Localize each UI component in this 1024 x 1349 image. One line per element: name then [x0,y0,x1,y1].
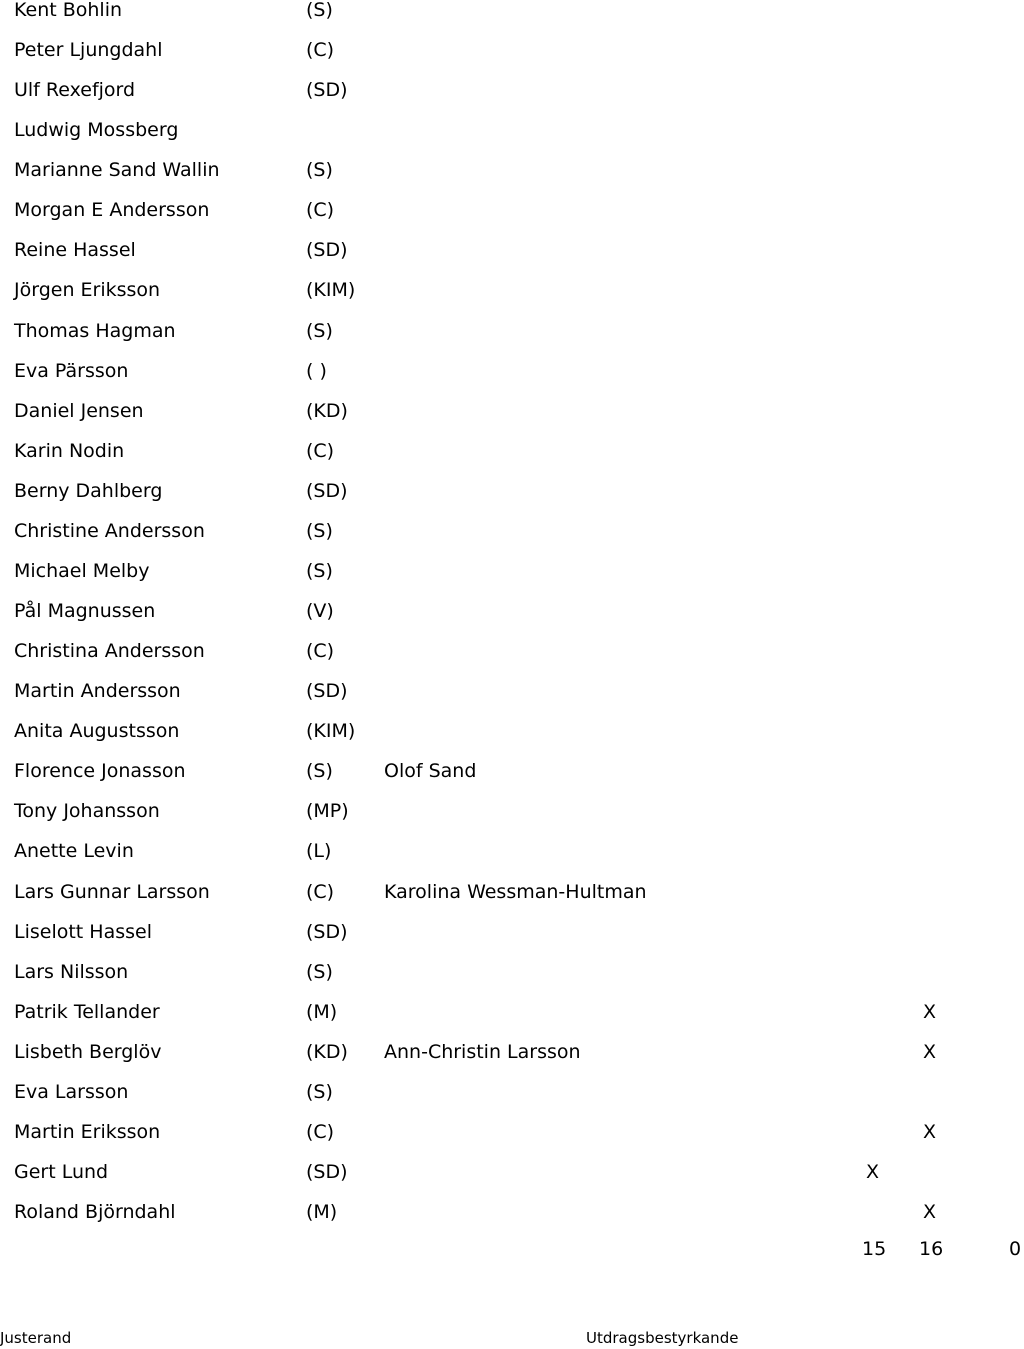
member-row [0,1037,1024,1067]
member-row [0,396,1024,426]
member-row [0,0,1024,25]
member-replacement: Karolina Wessman-Hultman [384,880,647,903]
member-party: (S) [306,159,333,182]
member-row [0,917,1024,947]
member-name: Christina Andersson [14,640,205,663]
member-row [0,1077,1024,1107]
member-name: Gert Lund [14,1161,109,1184]
member-row [0,636,1024,666]
member-party: (L) [306,840,332,863]
member-replacement: Olof Sand [384,760,477,783]
member-row [0,235,1024,265]
member-party: (SD) [306,239,348,262]
member-party: (C) [306,199,335,222]
member-name: Tony Johansson [14,800,160,823]
member-party: (C) [306,640,335,663]
member-party: (S) [306,519,333,542]
member-party: (SD) [306,680,348,703]
member-name: Peter Ljungdahl [14,39,163,62]
member-party: (C) [306,39,335,62]
member-row [0,836,1024,866]
member-party: (S) [306,760,333,783]
member-name: Lars Gunnar Larsson [14,880,210,903]
member-name: Anita Augustsson [14,720,180,743]
member-party: (KD) [306,1040,348,1063]
member-row [0,75,1024,105]
member-party: (S) [306,319,333,342]
member-row [0,115,1024,145]
member-party: (MP) [306,800,349,823]
member-name: Eva Pärsson [14,359,129,382]
member-party: (S) [306,0,333,21]
member-name: Martin Eriksson [14,1120,161,1143]
member-name: Thomas Hagman [14,319,176,342]
member-party: (M) [306,1000,338,1023]
member-party: (M) [306,1201,338,1224]
member-row [0,35,1024,65]
member-row [0,476,1024,506]
member-party: (S) [306,960,333,983]
member-row [0,676,1024,706]
member-name: Berny Dahlberg [14,479,163,502]
member-row [0,556,1024,586]
vote-totals-row [0,1234,1024,1264]
member-party: (SD) [306,79,348,102]
member-name: Daniel Jensen [14,399,144,422]
vote-ja-mark: X [866,1161,880,1184]
member-name: Ludwig Mossberg [14,119,179,142]
member-row [0,756,1024,786]
vote-nej-mark: X [923,1040,937,1063]
member-row [0,877,1024,907]
member-party: (C) [306,1120,335,1143]
member-party: (S) [306,1080,333,1103]
member-row [0,957,1024,987]
member-party: (C) [306,880,335,903]
member-row [0,155,1024,185]
member-name: Kent Bohlin [14,0,123,21]
member-name: Ulf Rexefjord [14,79,136,102]
total-avstar: 0 [1009,1238,1022,1260]
member-name: Reine Hassel [14,239,136,262]
member-name: Christine Andersson [14,519,205,542]
member-name: Patrik Tellander [14,1000,160,1023]
member-row [0,1197,1024,1227]
member-party: (SD) [306,1161,348,1184]
member-name: Liselott Hassel [14,920,152,943]
member-row [0,1117,1024,1147]
member-row [0,316,1024,346]
total-ja: 15 [862,1238,887,1260]
member-name: Karin Nodin [14,439,125,462]
member-row [0,516,1024,546]
member-row [0,356,1024,386]
member-name: Jörgen Eriksson [14,279,161,302]
footer-utdragsbestyrkande: Utdragsbestyrkande [586,1329,739,1347]
member-name: Lisbeth Berglöv [14,1040,162,1063]
member-name: Roland Björndahl [14,1201,176,1224]
member-row [0,796,1024,826]
vote-nej-mark: X [923,1120,937,1143]
member-party: (C) [306,439,335,462]
member-name: Lars Nilsson [14,960,129,983]
total-nej: 16 [919,1238,944,1260]
member-party: ( ) [306,359,327,382]
member-name: Eva Larsson [14,1080,129,1103]
member-replacement: Ann-Christin Larsson [384,1040,581,1063]
member-name: Martin Andersson [14,680,181,703]
member-row [0,997,1024,1027]
member-name: Marianne Sand Wallin [14,159,220,182]
member-party: (KIM) [306,720,356,743]
member-row [0,436,1024,466]
member-row [0,275,1024,305]
member-name: Michael Melby [14,559,150,582]
member-name: Anette Levin [14,840,134,863]
member-party: (S) [306,559,333,582]
member-party: (SD) [306,920,348,943]
member-name: Florence Jonasson [14,760,186,783]
member-name: Morgan E Andersson [14,199,210,222]
member-row [0,195,1024,225]
member-party: (V) [306,600,334,623]
member-row [0,716,1024,746]
member-party: (KIM) [306,279,356,302]
member-party: (SD) [306,479,348,502]
vote-nej-mark: X [923,1000,937,1023]
footer-justerand: Justerand [0,1329,72,1347]
member-row [0,596,1024,626]
member-party: (KD) [306,399,348,422]
member-name: Pål Magnussen [14,600,156,623]
member-row [0,1157,1024,1187]
vote-nej-mark: X [923,1201,937,1224]
